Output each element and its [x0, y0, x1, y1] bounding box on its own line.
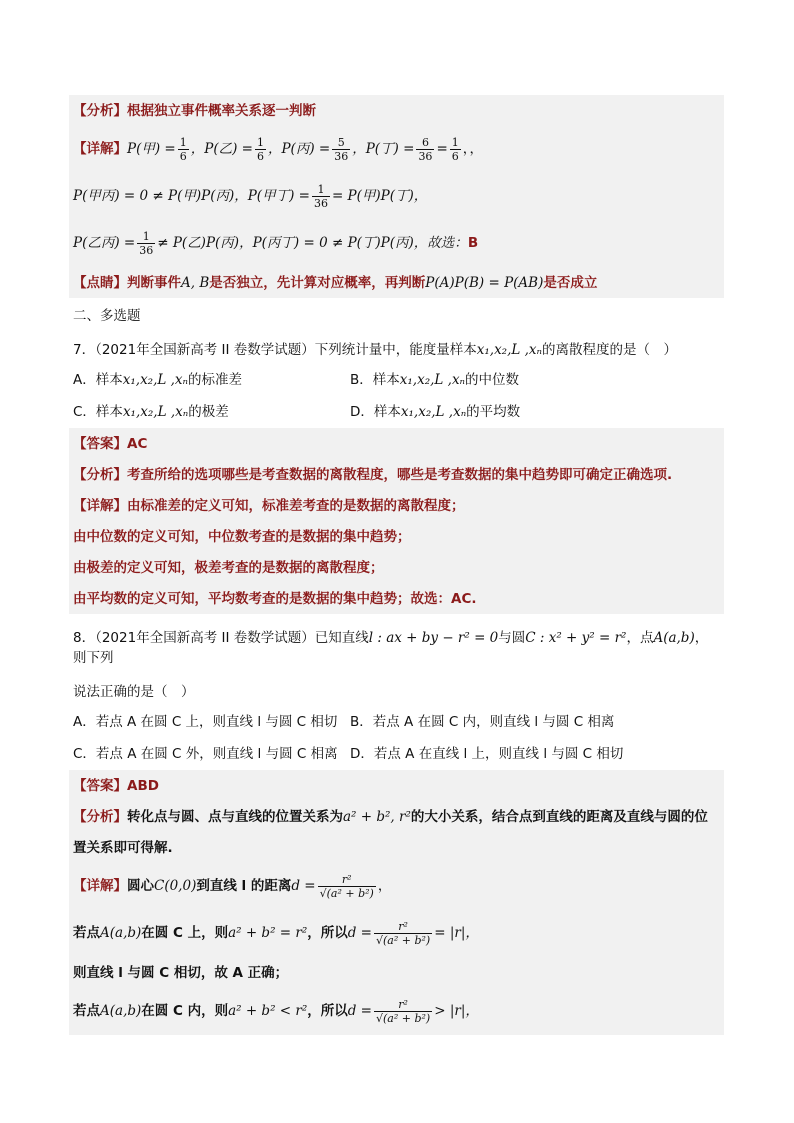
q6-answer: B: [467, 235, 479, 251]
document-page: [69, 95, 724, 1035]
q8-answer: 【答案】ABD: [73, 778, 159, 794]
q7-option-c: C．样本x₁,x₂,L ,xₙ的极差: [73, 404, 229, 420]
q8-option-a: A．若点 A 在圆 C 上，则直线 l 与圆 C 相切: [73, 714, 338, 730]
q8-solution-block: [69, 770, 724, 1035]
q7-stem: 7．（2021年全国新高考 II 卷数学试题）下列统计量中，能度量样本x₁,x₂,L ,xₙ的离散程度的是（ ）: [73, 342, 678, 358]
q6-detail-line-3: P(乙丙) = $\frac{1}{36}$ ≠ P(乙)P(丙)，P(丙丁) = 0 ≠ P(丁)P(丙)，故选：B: [73, 230, 479, 257]
q7-detail-4: 由平均数的定义可知，平均数考查的是数据的集中趋势；故选：AC.: [73, 591, 477, 607]
fraction: $\frac{\text{r²}}{\text{√(a² + b²)}}$: [319, 873, 374, 900]
q6-detail-line-2: P(甲丙) = 0 ≠ P(甲)P(丙)，P(甲丁) = $\frac{1}{36}$ = P(甲)P(丁)，: [73, 183, 428, 210]
fraction: $\frac{\text{r²}}{\text{√(a² + b²)}}$: [376, 920, 431, 947]
q7-option-d: D．样本x₁,x₂,L ,xₙ的平均数: [350, 404, 521, 420]
q7-detail-3: 由极差的定义可知，极差考查的是数据的离散程度；: [73, 560, 384, 576]
q8-options-row-2: [69, 738, 724, 770]
q8-detail-3: 则直线 l 与圆 C 相切，故 A 正确；: [73, 965, 289, 981]
fraction: $\frac{1}{6}$: [179, 136, 187, 163]
q7-solution-block: [69, 428, 724, 614]
section-title: 二、多选题: [73, 308, 141, 324]
q8-detail-4: 若点A(a,b)在圆 C 内，则a² + b² < r²，所以d = $\frac{\text{r²}}{\text{√(a² + b²)}}$ > |r|，: [73, 998, 479, 1025]
remark-tag: 【点睛】: [73, 275, 127, 291]
q8-stem: 8．（2021年全国新高考 II 卷数学试题）已知直线l : ax + by − r² = 0与圆C : x² + y² = r²，点A(a,b)，则下列: [73, 630, 709, 666]
q6-remark: 【点睛】判断事件A, B是否独立，先计算对应概率，再判断P(A)P(B) = P(AB)是否成立: [73, 275, 598, 291]
fraction: $\frac{1}{36}$: [139, 230, 154, 257]
q7-option-a: A．样本x₁,x₂,L ,xₙ的标准差: [73, 372, 243, 388]
q8-option-c: C．若点 A 在圆 C 外，则直线 l 与圆 C 相离: [73, 746, 338, 762]
q7-detail-1: 【详解】由标准差的定义可知，标准差考查的是数据的离散程度；: [73, 498, 465, 514]
q7-analysis: 【分析】考查所给的选项哪些是考查数据的离散程度，哪些是考查数据的集中趋势即可确定正确选项.: [73, 467, 673, 483]
q6-solution-block: [69, 95, 724, 298]
analysis-tag: 【分析】: [73, 103, 127, 119]
fraction: $\frac{1}{6}$: [451, 136, 459, 163]
detail-tag: 【详解】: [73, 141, 127, 157]
q7-options-row-2: [69, 396, 724, 428]
q8-options-row-1: [69, 706, 724, 738]
q8-option-b: B．若点 A 在圆 C 内，则直线 l 与圆 C 相离: [350, 714, 615, 730]
q8-detail-2: 若点A(a,b)在圆 C 上，则a² + b² = r²，所以d = $\frac{\text{r²}}{\text{√(a² + b²)}}$ = |r|，: [73, 920, 479, 947]
fraction: $\frac{5}{36}$: [334, 136, 349, 163]
q7-options-row-1: [69, 364, 724, 396]
q8-detail-1: 【详解】圆心C(0,0)到直线 l 的距离d = $\frac{\text{r²}}{\text{√(a² + b²)}}$ ，: [73, 873, 392, 900]
q6-analysis: [69, 95, 724, 126]
q8-analysis: 【分析】转化点与圆、点与直线的位置关系为a² + b², r²的大小关系，结合点到直线的距离及直线与圆的位: [73, 809, 708, 825]
fraction: $\frac{1}{6}$: [256, 136, 264, 163]
q7-option-b: B．样本x₁,x₂,L ,xₙ的中位数: [350, 372, 520, 388]
q7-detail-2: 由中位数的定义可知，中位数考查的是数据的集中趋势；: [73, 529, 411, 545]
fraction: $\frac{1}{36}$: [313, 183, 328, 210]
fraction: $\frac{\text{r²}}{\text{√(a² + b²)}}$: [376, 998, 431, 1025]
analysis-text: 根据独立事件概率关系逐一判断: [127, 103, 316, 119]
q6-detail-line-1: 【详解】P(甲) = $\frac{1}{6}$ ，P(乙) = $\frac{1}{6}$ ，P(丙) = $\frac{5}{36}$ ，P(丁) = $\frac{6}{36}$ = $\frac{1}{6}$ ，，: [73, 136, 483, 163]
q7-answer: 【答案】AC: [73, 436, 148, 452]
q8-option-d: D．若点 A 在直线 l 上，则直线 l 与圆 C 相切: [350, 746, 624, 762]
q8-stem-cont: 说法正确的是（ ）: [73, 684, 195, 700]
fraction: $\frac{6}{36}$: [418, 136, 433, 163]
q8-analysis-cont: 置关系即可得解.: [73, 840, 173, 856]
